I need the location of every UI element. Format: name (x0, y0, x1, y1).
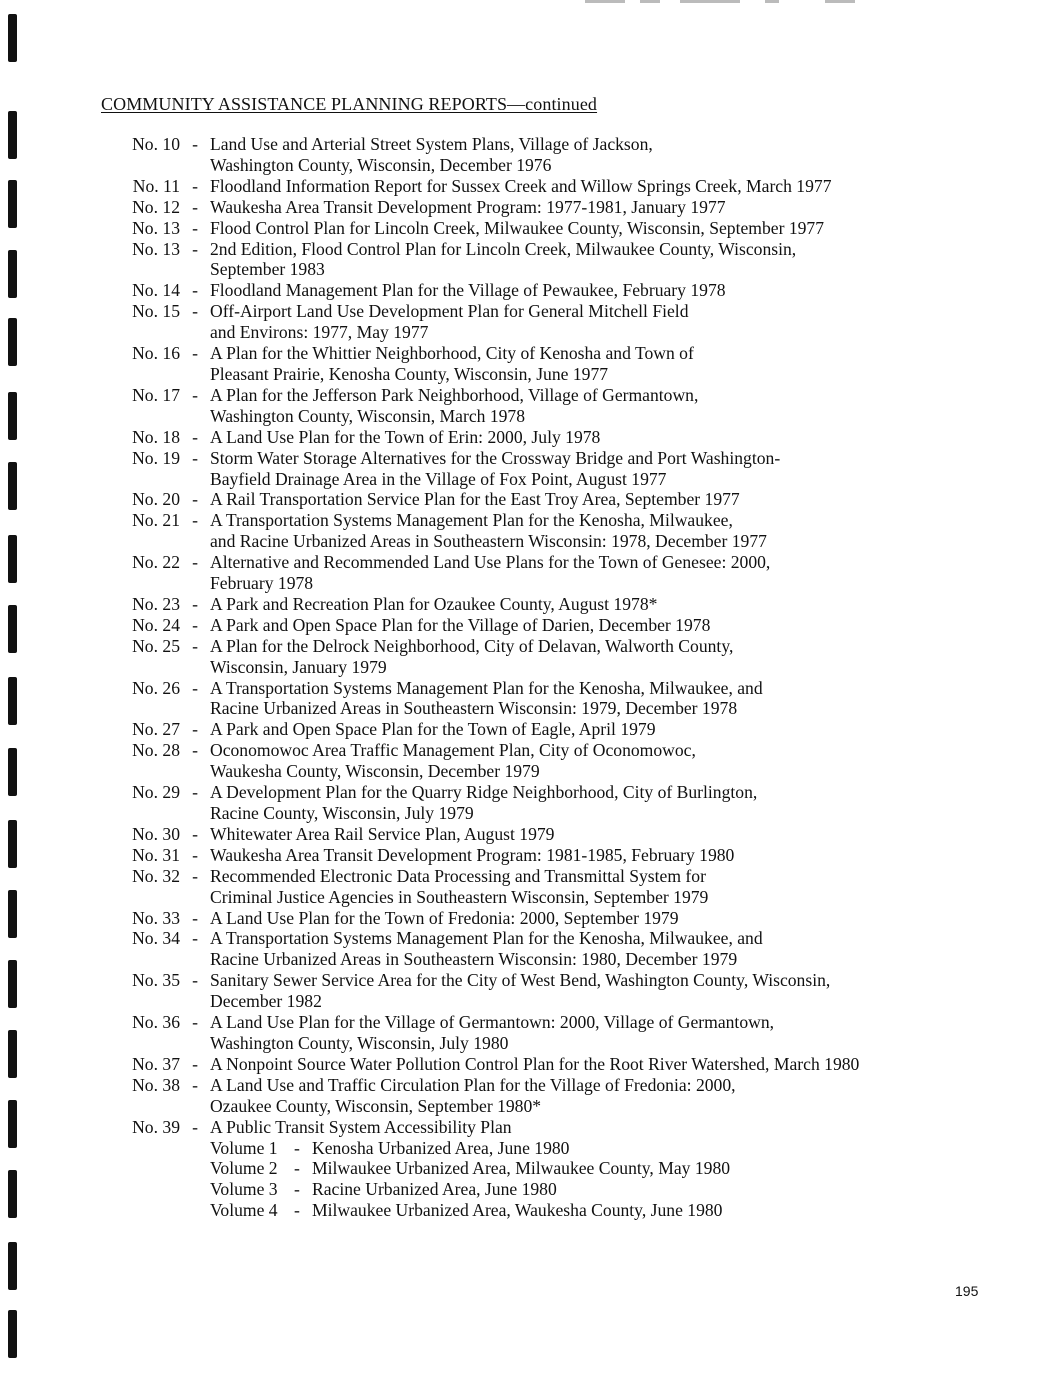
report-number: No. 39 (132, 1116, 180, 1137)
report-title-line: A Plan for the Jefferson Park Neighborhood, Village of Germantown, (210, 384, 699, 405)
binder-hole (8, 605, 17, 653)
separator-dash: - (192, 426, 198, 447)
volume-line (210, 1158, 1000, 1179)
report-title (210, 134, 1000, 176)
separator-dash: - (192, 238, 198, 259)
report-title (210, 740, 1000, 782)
report-number: No. 34 (132, 928, 180, 949)
report-entry (100, 1012, 1000, 1054)
report-number: No. 16 (132, 343, 180, 364)
binder-hole (8, 748, 17, 796)
report-title-line: A Nonpoint Source Water Pollution Control Plan for the Root River Watershed, March 1980 (210, 1053, 860, 1074)
report-title-line: A Transportation Systems Management Plan for the Kenosha, Milwaukee, and (210, 677, 763, 698)
report-title (210, 239, 1000, 281)
report-title-line: and Racine Urbanized Areas in Southeastern Wisconsin: 1978, December 1977 (210, 531, 767, 552)
report-title-line: A Land Use and Traffic Circulation Plan for the Village of Fredonia: 2000, (210, 1074, 736, 1095)
report-entry (100, 280, 1000, 301)
separator-dash: - (192, 970, 198, 991)
report-title-line: A Transportation Systems Management Plan for the Kenosha, Milwaukee, (210, 510, 733, 531)
volume-line (210, 1138, 1000, 1159)
report-title (210, 719, 1000, 740)
report-number: No. 13 (132, 238, 180, 259)
report-title (210, 218, 1000, 239)
separator-dash: - (192, 343, 198, 364)
report-number: No. 36 (132, 1012, 180, 1033)
report-title-line: Criminal Justice Agencies in Southeastern Wisconsin, September 1979 (210, 886, 709, 907)
report-number: No. 11 (132, 175, 180, 196)
report-title (210, 552, 1000, 594)
section-title: COMMUNITY ASSISTANCE PLANNING REPORTS—continued (101, 94, 598, 114)
report-entry (100, 448, 1000, 490)
binder-hole (8, 318, 17, 366)
report-number: No. 32 (132, 865, 180, 886)
report-title-line: Whitewater Area Rail Service Plan, August 1979 (210, 823, 555, 844)
report-title-line: A Park and Recreation Plan for Ozaukee County, August 1978* (210, 593, 658, 614)
report-number: No. 31 (132, 844, 180, 865)
separator-dash: - (192, 719, 198, 740)
report-entry (100, 782, 1000, 824)
volume-label: Volume 4 (210, 1200, 278, 1221)
report-entry (100, 824, 1000, 845)
report-number: No. 15 (132, 301, 180, 322)
report-number: No. 19 (132, 447, 180, 468)
report-title (210, 1117, 1000, 1222)
report-number: No. 17 (132, 384, 180, 405)
separator-dash: - (192, 782, 198, 803)
report-title-line: Sanitary Sewer Service Area for the City of West Bend, Washington County, Wisconsin, (210, 970, 831, 991)
separator-dash: - (192, 280, 198, 301)
report-title (210, 343, 1000, 385)
binder-hole (8, 180, 17, 228)
report-list (100, 134, 1000, 1221)
report-title (210, 427, 1000, 448)
binder-hole (8, 1242, 17, 1290)
binder-hole (8, 677, 17, 725)
volume-label: Volume 2 (210, 1158, 278, 1179)
page-number: 195 (955, 1283, 979, 1299)
volume-label: Volume 3 (210, 1179, 278, 1200)
report-entry (100, 928, 1000, 970)
report-title (210, 1012, 1000, 1054)
report-title (210, 510, 1000, 552)
report-title (210, 866, 1000, 908)
report-title (210, 280, 1000, 301)
report-title-line: Ozaukee County, Wisconsin, September 1980* (210, 1095, 542, 1116)
report-title (210, 970, 1000, 1012)
separator-dash: - (192, 1116, 198, 1137)
report-title-line: Waukesha Area Transit Development Program: 1977-1981, January 1977 (210, 196, 726, 217)
report-entry (100, 301, 1000, 343)
report-number: No. 25 (132, 635, 180, 656)
report-title-line: Racine Urbanized Areas in Southeastern Wisconsin: 1979, December 1978 (210, 698, 738, 719)
report-title-line: Off-Airport Land Use Development Plan for General Mitchell Field (210, 301, 689, 322)
report-title-line: Pleasant Prairie, Kenosha County, Wisconsin, June 1977 (210, 363, 609, 384)
separator-dash: - (192, 907, 198, 928)
report-title (210, 197, 1000, 218)
report-number: No. 13 (132, 217, 180, 238)
report-title-line: Oconomowoc Area Traffic Management Plan, City of Oconomowoc, (210, 740, 696, 761)
report-title (210, 301, 1000, 343)
separator-dash: - (192, 175, 198, 196)
volume-title: Milwaukee Urbanized Area, Waukesha County, June 1980 (312, 1200, 723, 1221)
report-entry (100, 134, 1000, 176)
report-number: No. 21 (132, 510, 180, 531)
report-title-line: and Environs: 1977, May 1977 (210, 322, 429, 343)
report-entry (100, 908, 1000, 929)
report-title-line: Washington County, Wisconsin, March 1978 (210, 405, 526, 426)
binder-hole (8, 960, 17, 1008)
report-title-line: Washington County, Wisconsin, July 1980 (210, 1032, 509, 1053)
separator-dash: - (192, 614, 198, 635)
report-title (210, 782, 1000, 824)
binder-hole (8, 250, 17, 298)
report-entry (100, 489, 1000, 510)
report-entry (100, 343, 1000, 385)
binder-hole (8, 535, 17, 583)
separator-dash: - (192, 1074, 198, 1095)
report-title-line: Racine Urbanized Areas in Southeastern Wisconsin: 1980, December 1979 (210, 949, 738, 970)
report-title (210, 1075, 1000, 1117)
separator-dash: - (192, 593, 198, 614)
report-title-line: A Park and Open Space Plan for the Village of Darien, December 1978 (210, 614, 711, 635)
report-entry (100, 678, 1000, 720)
report-title-line: Storm Water Storage Alternatives for the Crossway Bridge and Port Washington- (210, 447, 781, 468)
report-number: No. 10 (132, 134, 180, 154)
separator-dash: - (192, 489, 198, 510)
separator-dash: - (192, 677, 198, 698)
report-number: No. 18 (132, 426, 180, 447)
separator-dash: - (192, 1012, 198, 1033)
volume-title: Racine Urbanized Area, June 1980 (312, 1179, 557, 1200)
separator-dash: - (294, 1179, 300, 1200)
report-title-line: Bayfield Drainage Area in the Village of Fox Point, August 1977 (210, 468, 667, 489)
report-entry (100, 866, 1000, 908)
report-title-line: February 1978 (210, 573, 314, 594)
report-title (210, 448, 1000, 490)
separator-dash: - (192, 217, 198, 238)
report-title-line: Flood Control Plan for Lincoln Creek, Milwaukee County, Wisconsin, September 1977 (210, 217, 825, 238)
report-entry (100, 1054, 1000, 1075)
report-number: No. 12 (132, 196, 180, 217)
report-number: No. 27 (132, 719, 180, 740)
report-title (210, 636, 1000, 678)
separator-dash: - (294, 1158, 300, 1179)
separator-dash: - (294, 1137, 300, 1158)
separator-dash: - (192, 134, 198, 154)
separator-dash: - (192, 510, 198, 531)
report-entry (100, 552, 1000, 594)
report-number: No. 26 (132, 677, 180, 698)
report-title (210, 489, 1000, 510)
report-title-line: Alternative and Recommended Land Use Plans for the Town of Genesee: 2000, (210, 552, 771, 573)
report-title (210, 176, 1000, 197)
report-entry (100, 239, 1000, 281)
report-title (210, 845, 1000, 866)
binder-hole (8, 14, 17, 62)
separator-dash: - (192, 1053, 198, 1074)
report-title-line: Recommended Electronic Data Processing and Transmittal System for (210, 865, 706, 886)
report-entry (100, 594, 1000, 615)
binder-hole (8, 1170, 17, 1218)
volume-label: Volume 1 (210, 1137, 278, 1158)
binder-hole (8, 111, 17, 159)
report-number: No. 38 (132, 1074, 180, 1095)
report-title-line: September 1983 (210, 259, 325, 280)
binder-hole (8, 890, 17, 938)
report-entry (100, 970, 1000, 1012)
report-title-line: A Land Use Plan for the Town of Fredonia: 2000, September 1979 (210, 907, 679, 928)
report-number: No. 29 (132, 782, 180, 803)
binder-holes (8, 0, 20, 1380)
report-number: No. 28 (132, 740, 180, 761)
report-title-line: A Rail Transportation Service Plan for the East Troy Area, September 1977 (210, 489, 740, 510)
report-entry (100, 615, 1000, 636)
separator-dash: - (192, 301, 198, 322)
report-title (210, 928, 1000, 970)
report-title-line: Wisconsin, January 1979 (210, 656, 387, 677)
report-entry (100, 845, 1000, 866)
separator-dash: - (192, 384, 198, 405)
scan-edge-marks (585, 0, 885, 3)
report-title-line: Floodland Management Plan for the Village of Pewaukee, February 1978 (210, 280, 726, 301)
report-number: No. 20 (132, 489, 180, 510)
separator-dash: - (192, 447, 198, 468)
report-title (210, 678, 1000, 720)
report-entry (100, 1075, 1000, 1117)
report-entry (100, 385, 1000, 427)
report-entry (100, 719, 1000, 740)
report-entry (100, 176, 1000, 197)
report-title-line: A Park and Open Space Plan for the Town of Eagle, April 1979 (210, 719, 656, 740)
report-number: No. 37 (132, 1053, 180, 1074)
separator-dash: - (192, 823, 198, 844)
report-title-line: Waukesha County, Wisconsin, December 1979 (210, 761, 540, 782)
report-entry (100, 510, 1000, 552)
volume-title: Kenosha Urbanized Area, June 1980 (312, 1137, 570, 1158)
report-entry (100, 1117, 1000, 1222)
binder-hole (8, 1310, 17, 1358)
binder-hole (8, 462, 17, 510)
separator-dash: - (192, 865, 198, 886)
volume-line (210, 1200, 1000, 1221)
report-number: No. 23 (132, 593, 180, 614)
binder-hole (8, 1030, 17, 1078)
binder-hole (8, 1100, 17, 1148)
report-number: No. 24 (132, 614, 180, 635)
separator-dash: - (192, 740, 198, 761)
report-title-line: A Development Plan for the Quarry Ridge Neighborhood, City of Burlington, (210, 782, 758, 803)
separator-dash: - (192, 635, 198, 656)
report-entry (100, 197, 1000, 218)
report-title-line: Washington County, Wisconsin, December 1976 (210, 154, 552, 175)
report-number: No. 30 (132, 823, 180, 844)
report-title-line: A Plan for the Delrock Neighborhood, City of Delavan, Walworth County, (210, 635, 734, 656)
separator-dash: - (192, 552, 198, 573)
report-title-line: Land Use and Arterial Street System Plans, Village of Jackson, (210, 134, 653, 154)
report-number: No. 35 (132, 970, 180, 991)
report-title (210, 908, 1000, 929)
report-number: No. 22 (132, 552, 180, 573)
report-title-line: Waukesha Area Transit Development Program: 1981-1985, February 1980 (210, 844, 735, 865)
report-title (210, 615, 1000, 636)
binder-hole (8, 820, 17, 868)
binder-hole (8, 392, 17, 440)
volume-title: Milwaukee Urbanized Area, Milwaukee County, May 1980 (312, 1158, 731, 1179)
volume-line (210, 1179, 1000, 1200)
report-title-line: Floodland Information Report for Sussex Creek and Willow Springs Creek, March 1977 (210, 175, 832, 196)
report-title (210, 594, 1000, 615)
separator-dash: - (192, 196, 198, 217)
report-title-line: A Land Use Plan for the Village of Germantown: 2000, Village of Germantown, (210, 1012, 775, 1033)
report-title-line: A Public Transit System Accessibility Plan (210, 1116, 512, 1137)
report-title-line: December 1982 (210, 991, 322, 1012)
report-number: No. 33 (132, 907, 180, 928)
separator-dash: - (192, 844, 198, 865)
report-title-line: A Plan for the Whittier Neighborhood, City of Kenosha and Town of (210, 343, 694, 364)
report-number: No. 14 (132, 280, 180, 301)
report-entry (100, 218, 1000, 239)
report-title-line: 2nd Edition, Flood Control Plan for Lincoln Creek, Milwaukee County, Wisconsin, (210, 238, 797, 259)
separator-dash: - (192, 928, 198, 949)
report-title-line: Racine County, Wisconsin, July 1979 (210, 803, 474, 823)
report-title (210, 824, 1000, 845)
separator-dash: - (294, 1200, 300, 1221)
report-title-line: A Transportation Systems Management Plan for the Kenosha, Milwaukee, and (210, 928, 763, 949)
report-entry (100, 740, 1000, 782)
report-title (210, 1054, 1000, 1075)
report-title-line: A Land Use Plan for the Town of Erin: 2000, July 1978 (210, 426, 601, 447)
report-entry (100, 636, 1000, 678)
report-entry (100, 427, 1000, 448)
report-title (210, 385, 1000, 427)
